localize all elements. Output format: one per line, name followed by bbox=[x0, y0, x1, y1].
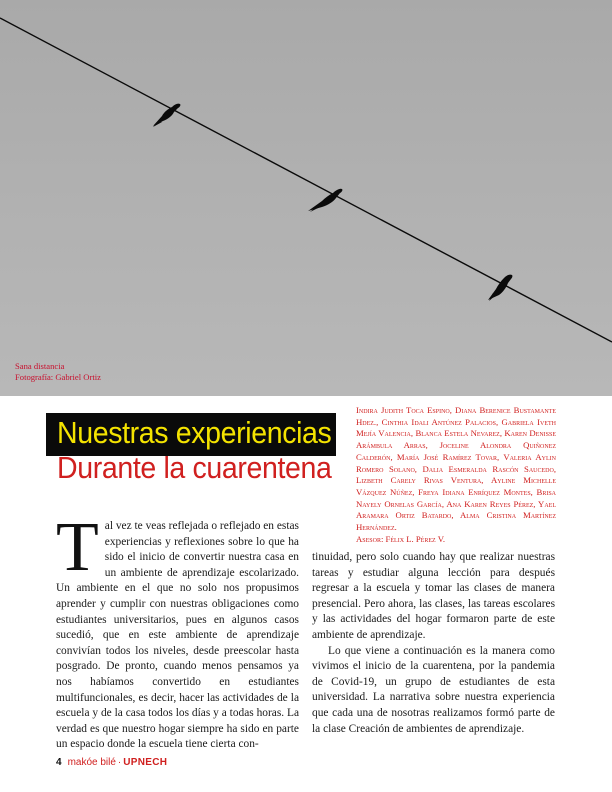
page-number: 4 bbox=[56, 757, 62, 768]
caption-credit: Fotografía: Gabriel Ortiz bbox=[15, 372, 101, 382]
body-paragraph-1-continued: tinuidad, pero solo cuando hay que realizar nuestras tareas y estudiar alguna lección para después regresar a la escuela y tomar las clases de manera presencial. Pero ahora, las clases, las tareas escolares y las actividades del hogar formaron parte de este ambiente de aprendizaje. bbox=[312, 551, 555, 641]
bird-2 bbox=[308, 189, 342, 212]
drop-cap: T bbox=[56, 509, 99, 586]
advisor-credit: Asesor: Félix L. Pérez V. bbox=[356, 533, 446, 544]
photo-caption bbox=[15, 361, 101, 383]
footer-separator: · bbox=[117, 757, 122, 768]
article-subtitle: Durante la cuarentena bbox=[57, 450, 332, 485]
bird-1 bbox=[153, 104, 180, 127]
body-paragraph-1: al vez te veas reflejada o reflejado en estas experiencias y reflexiones sobre lo que ha sido el inicio de convertir nuestra casa en un ambiente de aprendizaje escolarizado. Un ambiente en el que no solo nos propusimos aprender y cumplir con nuestras obligaciones como estudiantes universitarios, pues en algunos casos sucedió, que en este ambiente de aprendizaje convivían todos los niveles, desde preescolar hasta posgrado. De pronto, cuando menos pensamos ya nos habíamos convertido en estudiantes multifuncionales, es decir, hacer las actividades de la escuela y de la casa todos los días y a todas horas. La verdad es que nuestro hogar siempre ha sido en parte un espacio donde la escuela tiene cierta con- bbox=[56, 520, 299, 751]
article-title: Nuestras experiencias bbox=[57, 415, 332, 450]
body-paragraph-2: Lo que viene a continuación es la manera como vivimos el inicio de la cuarentena, por la pandemia de Covid-19, un grupo de estudiantes de esta universidad. La narrativa sobre nuestra experiencia que cada una de nosotras realizamos formó parte de la clase Creación de ambientes de aprendizaje. bbox=[312, 644, 555, 735]
body-column-right bbox=[312, 550, 555, 737]
caption-title: Sana distancia bbox=[15, 361, 65, 371]
body-column-left bbox=[56, 509, 299, 753]
power-wire bbox=[0, 18, 612, 342]
university-name: UPNECH bbox=[123, 757, 168, 768]
magazine-name: makóe bilé bbox=[67, 757, 116, 768]
page-footer bbox=[56, 756, 167, 770]
author-list bbox=[356, 405, 556, 545]
author-names: Indira Judith Toca Espino, Diana Berenice Bustamante Hdez., Cinthia Idali Antúnez Palacios, Gabriela Iveth Mejía Valencia, Blanca Estela Nevarez, Karen Denisse Arámbula Arras, Joceline Alondra Quiñonez Calderón, María José Ramírez Tovar, Valeria Aylin Romero Solano, Dalia Esmeralda Rascón Saucedo, Lizbeth Carely Rivas Ventura, Ayline Michelle Vázquez Núñez, Freya Idiana Enríquez Montes, Brisa Nayely Ornelas García, Ana Karen Reyes Pérez, Yael Aramara Ortiz Batardo, Alma Cristina Martínez Hernández. bbox=[356, 405, 556, 533]
